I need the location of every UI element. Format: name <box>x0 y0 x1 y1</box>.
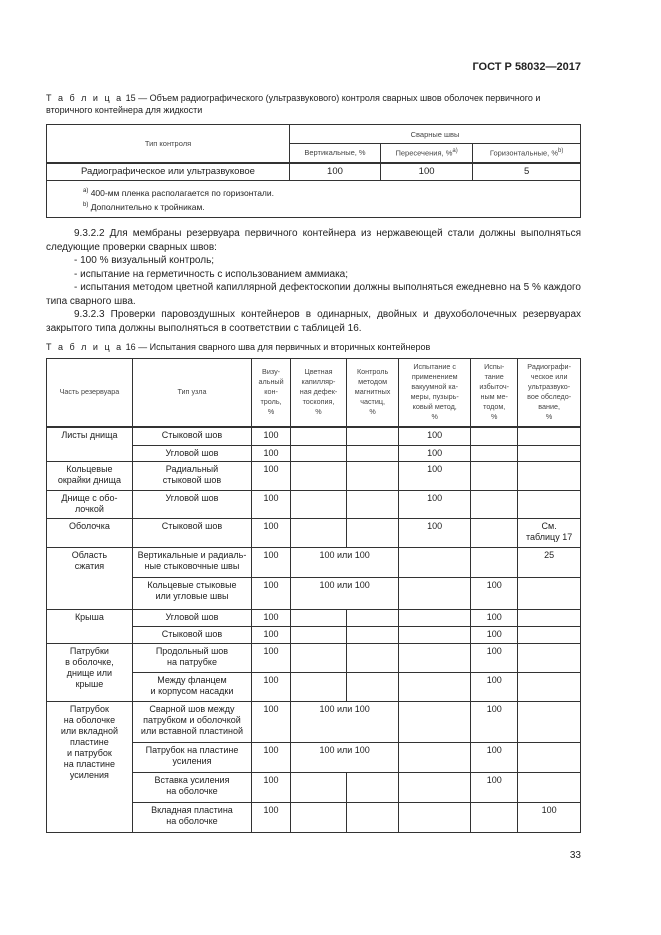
table-15 <box>46 124 581 218</box>
cell-dye-penetrant <box>291 491 347 519</box>
cell-magnetic <box>346 519 398 548</box>
cell-overpressure: 100 <box>471 610 518 627</box>
cell-joint-type: Стыковой шов <box>132 627 251 644</box>
cell-visual: 100 <box>252 773 291 803</box>
cell-vacuum-box <box>399 702 471 743</box>
cell-overpressure <box>471 446 518 462</box>
col-crossing: Пересечения, %$^{a)}$ <box>380 144 472 163</box>
cell-dye-penetrant <box>291 519 347 548</box>
cell-tank-part: Днище с обо- лочкой <box>47 491 133 519</box>
cell-joint-type: Между фланцем и корпусом насадки <box>132 673 251 702</box>
col-vertical: Вертикальные, % <box>290 144 381 163</box>
cell-horizontal: 5 <box>473 163 581 181</box>
cell-overpressure: 100 <box>471 773 518 803</box>
cell-vacuum-box: 100 <box>399 427 471 446</box>
col-horizontal: Горизонтальные, %$^{b)}$ <box>473 144 581 163</box>
table-row <box>47 427 581 446</box>
cell-dye-or-magnetic: 100 или 100 <box>291 743 399 773</box>
cell-overpressure: 100 <box>471 627 518 644</box>
cell-overpressure <box>471 519 518 548</box>
cell-visual: 100 <box>252 548 291 578</box>
column-header: Тип узла <box>132 359 251 427</box>
cell-joint-type: Вставка усиления на оболочке <box>132 773 251 803</box>
cell-visual: 100 <box>252 491 291 519</box>
cell-joint-type: Радиальный стыковой шов <box>132 462 251 491</box>
cell-crossing: 100 <box>380 163 472 181</box>
list-item: - испытания методом цветной капиллярной дефектоскопии должны выполняться ежедневно на 5 % каждого типа сварного шва. <box>46 282 581 307</box>
cell-joint-type: Вкладная пластина на оболочке <box>132 803 251 833</box>
cell-radiographic: См. таблицу 17 <box>518 519 581 548</box>
cell-radiographic <box>518 644 581 673</box>
cell-joint-type: Стыковой шов <box>132 519 251 548</box>
cell-visual: 100 <box>252 427 291 446</box>
cell-visual: 100 <box>252 519 291 548</box>
cell-magnetic <box>346 446 398 462</box>
cell-radiographic <box>518 578 581 610</box>
cell-tank-part: Кольцевые окрайки днища <box>47 462 133 491</box>
cell-joint-type: Вертикальные и радиаль- ные стыковочные швы <box>132 548 251 578</box>
column-header: Испытание с применением вакуумной ка- меры, пузырь- ковый метод, % <box>399 359 471 427</box>
cell-vacuum-box <box>399 644 471 673</box>
cell-vacuum-box <box>399 610 471 627</box>
column-header: Часть резервуара <box>47 359 133 427</box>
column-header: Испы- тание избыточ- ным ме- тодом, % <box>471 359 518 427</box>
cell-dye-penetrant <box>291 627 347 644</box>
cell-vacuum-box <box>399 673 471 702</box>
cell-joint-type: Угловой шов <box>132 610 251 627</box>
cell-dye-penetrant <box>291 673 347 702</box>
cell-tank-part: Область сжатия <box>47 548 133 610</box>
cell-visual: 100 <box>252 673 291 702</box>
cell-visual: 100 <box>252 462 291 491</box>
table-row <box>47 702 581 743</box>
cell-radiographic <box>518 491 581 519</box>
table15-footnotes <box>47 181 581 218</box>
cell-visual: 100 <box>252 610 291 627</box>
cell-dye-penetrant <box>291 773 347 803</box>
cell-tank-part: Листы днища <box>47 427 133 462</box>
column-header: Контроль методом магнитных частиц, % <box>346 359 398 427</box>
column-header: Визу- альный кон- троль, % <box>252 359 291 427</box>
cell-magnetic <box>346 773 398 803</box>
cell-overpressure <box>471 427 518 446</box>
cell-joint-type: Патрубок на пластине усиления <box>132 743 251 773</box>
cell-radiographic <box>518 627 581 644</box>
cell-magnetic <box>346 627 398 644</box>
cell-dye-penetrant <box>291 427 347 446</box>
cell-radiographic <box>518 427 581 446</box>
table-row <box>47 491 581 519</box>
body-text <box>46 227 581 335</box>
cell-dye-or-magnetic: 100 или 100 <box>291 702 399 743</box>
cell-dye-or-magnetic: 100 или 100 <box>291 548 399 578</box>
cell-radiographic <box>518 773 581 803</box>
cell-magnetic <box>346 462 398 491</box>
table-row <box>47 610 581 627</box>
cell-vacuum-box: 100 <box>399 446 471 462</box>
cell-magnetic <box>346 610 398 627</box>
cell-visual: 100 <box>252 578 291 610</box>
table16-caption <box>46 341 581 353</box>
cell-vacuum-box <box>399 803 471 833</box>
cell-radiographic <box>518 610 581 627</box>
cell-visual: 100 <box>252 743 291 773</box>
column-header: Радиографи- ческое или ультразвуко- вое обследо- вание, % <box>518 359 581 427</box>
cell-overpressure: 100 <box>471 644 518 673</box>
cell-overpressure: 100 <box>471 743 518 773</box>
cell-vacuum-box: 100 <box>399 491 471 519</box>
table-row <box>47 519 581 548</box>
cell-overpressure: 100 <box>471 578 518 610</box>
cell-joint-type: Продольный шов на патрубке <box>132 644 251 673</box>
cell-radiographic: 25 <box>518 548 581 578</box>
cell-vacuum-box <box>399 773 471 803</box>
cell-vacuum-box: 100 <box>399 519 471 548</box>
table-16 <box>46 358 581 833</box>
cell-dye-penetrant <box>291 610 347 627</box>
cell-radiographic <box>518 462 581 491</box>
col-control-type: Тип контроля <box>47 125 290 163</box>
caption-label: Т а б л и ц а <box>46 342 124 352</box>
cell-joint-type: Угловой шов <box>132 491 251 519</box>
cell-radiographic <box>518 673 581 702</box>
cell-visual: 100 <box>252 644 291 673</box>
cell-visual: 100 <box>252 803 291 833</box>
footnote-b: $^{b)}$ Дополнительно к тройникам. <box>83 201 205 212</box>
caption-label: Т а б л и ц а <box>46 93 124 103</box>
cell-dye-penetrant <box>291 803 347 833</box>
cell-vacuum-box <box>399 743 471 773</box>
table15-caption <box>46 92 581 116</box>
paragraph-9-3-2-2: 9.3.2.2 Для мембраны резервуара первичного контейнера из нержавеющей стали должны выполняться следующие проверки сварных швов: <box>46 228 581 253</box>
cell-vacuum-box: 100 <box>399 462 471 491</box>
table-row <box>47 548 581 578</box>
cell-overpressure: 100 <box>471 673 518 702</box>
cell-magnetic <box>346 803 398 833</box>
row-label: Радиографическое или ультразвуковое <box>47 163 290 181</box>
cell-overpressure <box>471 491 518 519</box>
caption-text: 15 — Объем радиографического (ультразвукового) контроля сварных швов оболочек первичного и вторичного контейнера для жидкости <box>46 93 541 115</box>
caption-text: 16 — Испытания сварного шва для первичных и вторичных контейнеров <box>123 342 431 352</box>
cell-overpressure <box>471 548 518 578</box>
cell-joint-type: Сварной шов между патрубком и оболочкой или вставной пластиной <box>132 702 251 743</box>
list-item: - 100 % визуальный контроль; <box>74 255 215 266</box>
cell-radiographic <box>518 702 581 743</box>
col-welds-group: Сварные швы <box>290 125 581 144</box>
cell-dye-or-magnetic: 100 или 100 <box>291 578 399 610</box>
cell-joint-type: Стыковой шов <box>132 427 251 446</box>
cell-joint-type: Кольцевые стыковые или угловые швы <box>132 578 251 610</box>
cell-dye-penetrant <box>291 644 347 673</box>
cell-overpressure: 100 <box>471 702 518 743</box>
cell-magnetic <box>346 491 398 519</box>
cell-radiographic <box>518 446 581 462</box>
cell-dye-penetrant <box>291 446 347 462</box>
cell-vacuum-box <box>399 627 471 644</box>
cell-tank-part: Патрубок на оболочке или вкладной пластине и патрубок на пластине усиления <box>47 702 133 833</box>
cell-dye-penetrant <box>291 462 347 491</box>
cell-vacuum-box <box>399 578 471 610</box>
cell-magnetic <box>346 427 398 446</box>
cell-tank-part: Крыша <box>47 610 133 644</box>
cell-joint-type: Угловой шов <box>132 446 251 462</box>
cell-magnetic <box>346 644 398 673</box>
cell-radiographic <box>518 743 581 773</box>
page-number: 33 <box>569 850 581 861</box>
cell-vertical: 100 <box>290 163 381 181</box>
cell-overpressure <box>471 803 518 833</box>
cell-magnetic <box>346 673 398 702</box>
column-header: Цветная капилляр- ная дефек- тоскопия, % <box>291 359 347 427</box>
table-row <box>47 462 581 491</box>
cell-visual: 100 <box>252 446 291 462</box>
footnote-a: $^{a)}$ 400-мм пленка располагается по горизонтали. <box>83 187 275 198</box>
cell-overpressure <box>471 462 518 491</box>
cell-tank-part: Оболочка <box>47 519 133 548</box>
cell-visual: 100 <box>252 627 291 644</box>
list-item: - испытание на герметичность с использованием аммиака; <box>74 268 348 280</box>
table-row <box>47 644 581 673</box>
cell-radiographic: 100 <box>518 803 581 833</box>
cell-tank-part: Патрубки в оболочке, днище или крыше <box>47 644 133 702</box>
cell-visual: 100 <box>252 702 291 743</box>
standard-number: ГОСТ Р 58032—2017 <box>472 61 581 73</box>
paragraph-9-3-2-3: 9.3.2.3 Проверки паровоздушных контейнеров в одинарных, двойных и двухоболочечных резервуарах закрытого типа должны выполняться в соответствии с таблицей 16. <box>46 309 581 334</box>
cell-vacuum-box <box>399 548 471 578</box>
